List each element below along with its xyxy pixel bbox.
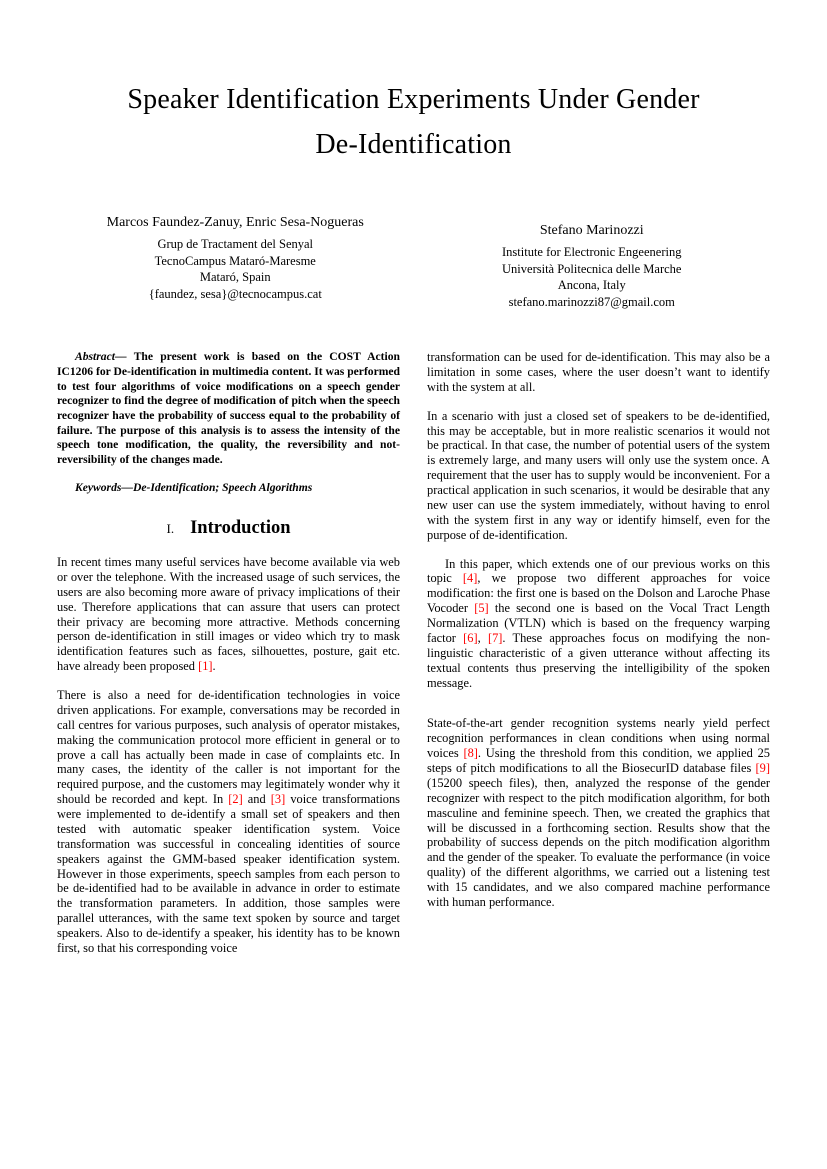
author-affiliation-line: Institute for Electronic Engeenering <box>502 245 682 260</box>
paragraph-text: and <box>242 792 271 807</box>
paragraph-text: There is also a need for de-identification technologies in voice driven applications. For example, conversations may be recorded in call centres for various purposes, such analysis of operator mistakes, making the communication protocol more efficient in general or to prove a call has actually been made in case of complaints etc. In many cases, the identity of the caller is not important for the required purpose, and the customers may legitimately wonder why it should be recorded and kept. In <box>57 688 400 807</box>
section-number: I. <box>166 520 175 536</box>
authors-row <box>57 214 770 310</box>
citation-ref[interactable]: [4] <box>462 571 478 586</box>
paragraph-text: , we propose two different approaches for voice modification: the first one is based on the Dolson and Laroche Phase Vocoder <box>427 571 771 616</box>
paper-title <box>57 78 770 168</box>
paragraph <box>427 557 770 691</box>
author-affiliation-line: Grup de Tractament del Senyal <box>157 237 314 252</box>
two-column-body <box>57 350 770 970</box>
section-heading-introduction <box>57 517 400 539</box>
author-block-left <box>57 214 414 310</box>
author-email: {faundez, sesa}@tecnocampus.cat <box>148 286 322 301</box>
title-line-1: Speaker Identification Experiments Under Gender <box>127 84 700 115</box>
paragraph-text: In this paper, which extends one of our previous works on this topic <box>427 556 770 586</box>
author-name: Stefano Marinozzi <box>539 222 644 238</box>
abstract-label: Abstract— <box>75 350 134 364</box>
author-affiliation-line: TecnoCampus Mataró-Maresme <box>154 253 316 268</box>
abstract-text: The present work is based on the COST Action IC1206 for De-identification in multimedia content. It was performed to test four algorithms of voice modifications on a speech gender recognizer to find the degree of modification of pitch when the speech recognizer have the probability of success equal to the probability of failure. The purpose of this analysis is to assess the intensity of the speech tone modification, the quality, the reversibility and not-reversibility of the changes made. <box>57 350 400 467</box>
citation-ref[interactable]: [6] <box>463 630 478 645</box>
paragraph-text: In recent times many useful services have become available via web or over the telephone. With the increased usage of such services, the users are also becoming more aware of privacy implications of their use. Therefore applications that can assure that users can protect their privacy are becoming more attractive. Methods concerning person de-identification in still images or video which try to mask identification features such as faces, silhouettes, posture, gait etc. have already been proposed <box>57 555 400 674</box>
paragraph-text: (15200 speech files), then, analyzed the response of the gender recognizer with respect to the pitch modification algorithm, for both masculine and feminine speech. Then, we created the graphics that will be discussed in a forthcoming section. Results show that the probability of success depends on the pitch modification algorithm and the gender of the speaker. To evaluate the performance (in voice quality) of the different algorithms, we carried out a listening test with 15 candidates, and we also compared machine performance with human performance. <box>427 775 770 909</box>
paragraph-text: , <box>477 630 488 645</box>
citation-ref[interactable]: [1] <box>198 659 213 674</box>
author-affiliation-line: Università Politecnica delle Marche <box>502 261 682 276</box>
citation-ref[interactable]: [3] <box>270 792 286 807</box>
paragraph <box>57 555 400 674</box>
citation-ref[interactable]: [9] <box>755 761 770 776</box>
paragraph-text: voice transformations were implemented to de-identify a small set of speakers and then tested with automatic speaker identification system. Voice transformation was successful in concealing identities of source speakers against the GMM-based speaker identification system. However in those experiments, speech samples from each person to be de-identified had to be available in advance in order to estimate the transformation parameters. In addition, those samples were parallel utterances, with the same text spoken by source and target speakers. Also to de-identify a speaker, his identity has to be known first, so that his corresponding voice <box>57 792 401 955</box>
paragraph-text: . <box>212 659 216 674</box>
citation-ref[interactable]: [2] <box>228 792 243 807</box>
abstract <box>57 350 400 468</box>
column-right <box>427 350 770 970</box>
citation-ref[interactable]: [7] <box>487 630 503 645</box>
paragraph-text: . Using the threshold from this condition, we applied 25 steps of pitch modifications to all the BiosecurID database files <box>427 746 770 776</box>
citation-ref[interactable]: [5] <box>474 601 489 616</box>
paragraph <box>427 350 770 395</box>
author-email: stefano.marinozzi87@gmail.com <box>508 294 675 309</box>
paragraph <box>57 688 400 956</box>
author-affiliation-line: Ancona, Italy <box>557 278 626 293</box>
paragraph-text: State-of-the-art gender recognition systems nearly yield perfect recognition performances in clean conditions when using normal voices <box>427 716 770 761</box>
paragraph-text: transformation can be used for de-identification. This may also be a limitation in some cases, where the user doesn’t want to identify with the system at all. <box>427 350 770 394</box>
citation-ref[interactable]: [8] <box>463 746 478 761</box>
paragraph <box>427 716 770 909</box>
paragraph-text: . These approaches focus on modifying the non-linguistic characteristic of a given utterance without affecting its textual contents thus preserving the intelligibility of the spoken message. <box>427 630 770 690</box>
keywords: Keywords—De-Identification; Speech Algorithms <box>75 480 313 494</box>
paragraph <box>427 409 770 543</box>
section-title: Introduction <box>190 517 291 538</box>
author-block-right <box>414 214 771 310</box>
paragraph-text: the second one is based on the Vocal Tract Length Normalization (VTLN) which is based on the frequency warping factor <box>427 601 770 645</box>
column-left <box>57 350 400 970</box>
author-name: Marcos Faundez-Zanuy, Enric Sesa-Nogueras <box>106 214 364 230</box>
author-affiliation-line: Mataró, Spain <box>199 270 271 285</box>
paragraph-text: In a scenario with just a closed set of speakers to be de-identified, this may be acceptable, but in more realistic scenarios it would not be practical. In that case, the number of potential users of the system is extremely large, and many users will only use the system once. A requirement that the user has to supply would be inconvenient. For a practical application in such scenarios, it would be desirable that any new user can use the system immediately, without having to enrol with the system first in any way or identify himself, even for the purpose of de-identification. <box>427 408 770 542</box>
title-line-2: De-Identification <box>315 128 512 160</box>
